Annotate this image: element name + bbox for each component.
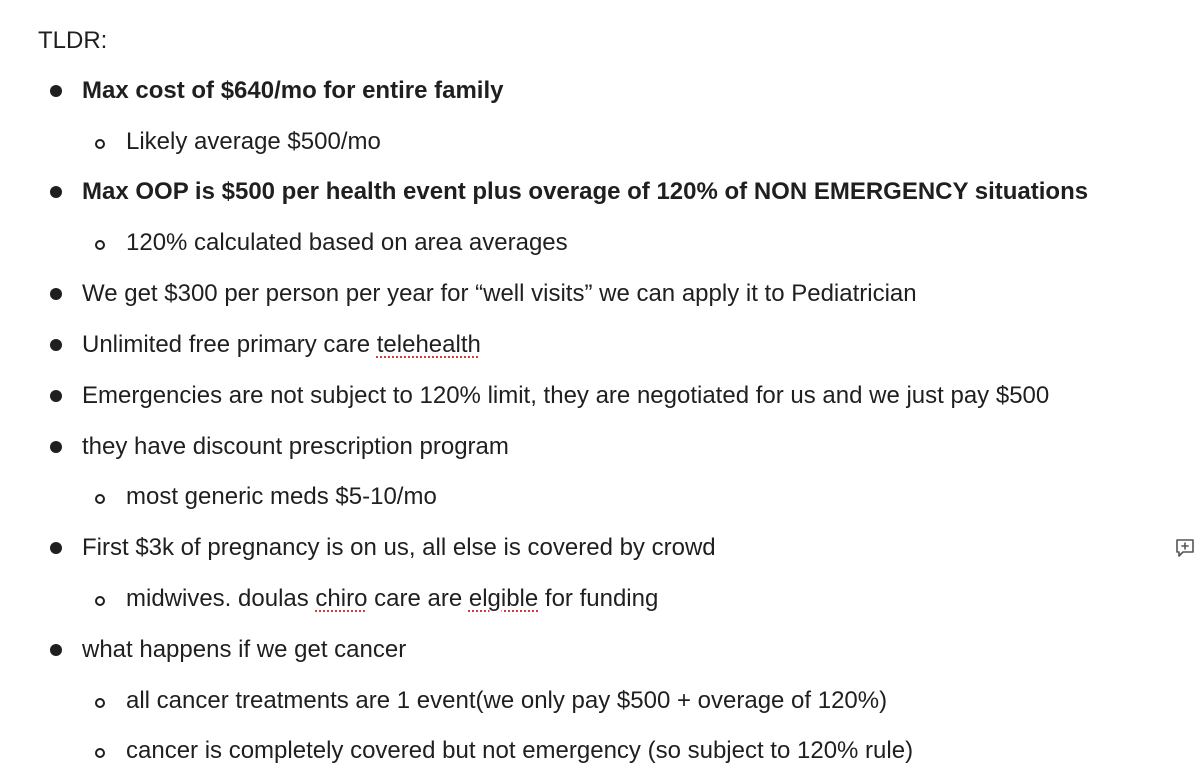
add-comment-icon[interactable] <box>1174 537 1196 559</box>
spellcheck-flagged-word[interactable]: elgible <box>468 585 539 612</box>
bullet-circle-icon <box>95 494 105 504</box>
sub-list-item <box>0 686 1170 716</box>
list-item-text: they have discount prescription program <box>82 433 509 460</box>
spellcheck-flagged-word[interactable]: telehealth <box>376 331 481 358</box>
bullet-circle-icon <box>95 748 105 758</box>
list-item <box>0 432 1170 462</box>
list-item-text: Max cost of $640/mo for entire family <box>82 77 504 104</box>
bullet-disc-icon <box>50 339 62 351</box>
list-item <box>0 533 1170 563</box>
bullet-disc-icon <box>50 542 62 554</box>
bullet-disc-icon <box>50 390 62 402</box>
bullet-circle-icon <box>95 240 105 250</box>
bullet-circle-icon <box>95 698 105 708</box>
bullet-circle-icon <box>95 596 105 606</box>
sub-list-item-text-part: care are <box>367 585 469 612</box>
list-item-text: Max OOP is $500 per health event plus overage of 120% of NON EMERGENCY situations <box>82 178 1089 205</box>
sub-list-item <box>0 228 1170 258</box>
sub-list-item-text: cancer is completely covered but not emergency (so subject to 120% rule) <box>126 737 914 764</box>
heading-tldr: TLDR: <box>38 27 108 54</box>
list-item <box>0 635 1170 665</box>
sub-list-item <box>0 584 1170 614</box>
list-item <box>0 76 1170 106</box>
sub-list-item-text-part: midwives. doulas <box>126 585 316 612</box>
sub-list-item <box>0 127 1170 157</box>
list-item-text: Emergencies are not subject to 120% limit, they are negotiated for us and we just pay $500 <box>82 382 1050 409</box>
bullet-circle-icon <box>95 139 105 149</box>
spellcheck-flagged-word[interactable]: chiro <box>315 585 368 612</box>
sub-list-item-text: all cancer treatments are 1 event(we only pay $500 + overage of 120%) <box>126 687 888 714</box>
bullet-disc-icon <box>50 644 62 656</box>
list-item <box>0 330 1170 360</box>
list-item <box>0 177 1170 207</box>
bullet-disc-icon <box>50 441 62 453</box>
bullet-disc-icon <box>50 85 62 97</box>
sub-list-item-text-part: for funding <box>538 585 659 612</box>
list-item <box>0 279 1170 309</box>
sub-list-item-text <box>126 584 658 614</box>
list-item-text-part: Unlimited free primary care <box>82 331 377 358</box>
list-item-text: We get $300 per person per year for “well visits” we can apply it to Pediatrician <box>82 280 917 307</box>
bullet-disc-icon <box>50 186 62 198</box>
bullet-disc-icon <box>50 288 62 300</box>
sub-list-item <box>0 482 1170 512</box>
sub-list-item-text: most generic meds $5-10/mo <box>126 483 437 510</box>
sub-list-item-text: Likely average $500/mo <box>126 128 381 155</box>
list-item-text: what happens if we get cancer <box>82 636 407 663</box>
list-item-text <box>82 330 481 360</box>
list-item <box>0 381 1170 411</box>
list-item-text: First $3k of pregnancy is on us, all else is covered by crowd <box>82 534 716 561</box>
sub-list-item-text: 120% calculated based on area averages <box>126 229 568 256</box>
sub-list-item <box>0 736 1170 766</box>
